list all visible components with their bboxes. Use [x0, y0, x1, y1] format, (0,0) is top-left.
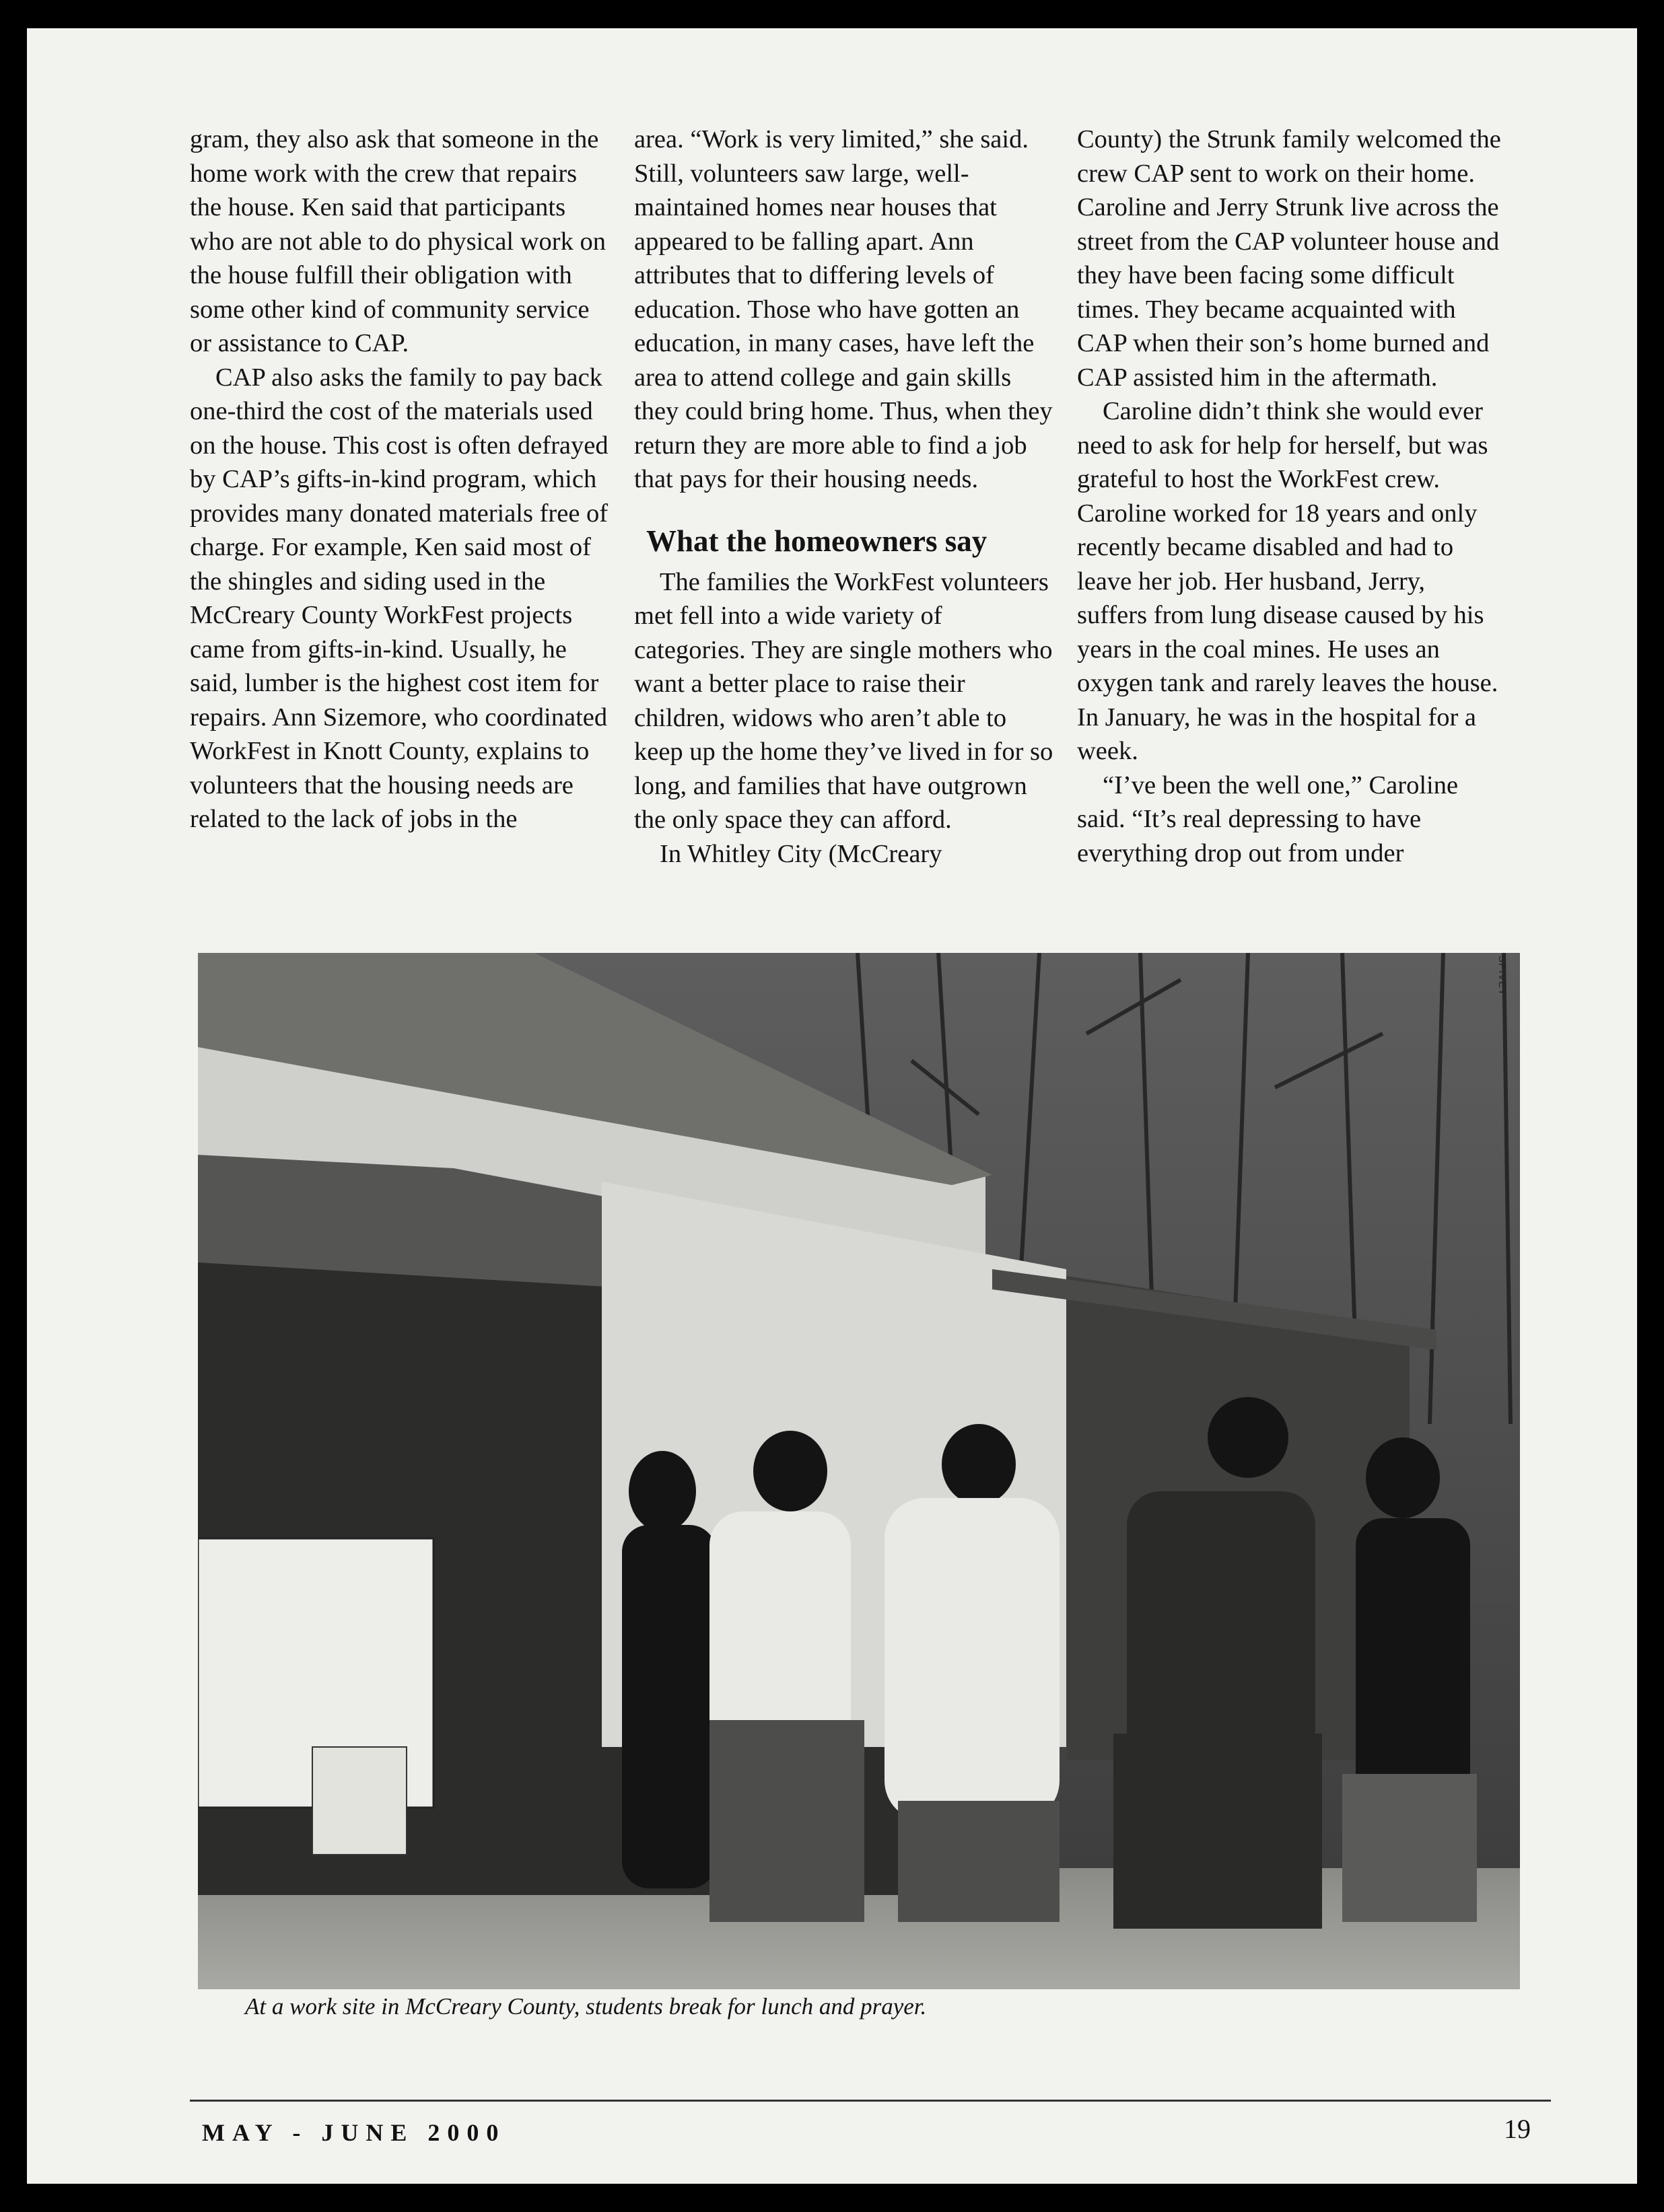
section-heading: What the homeowners say [646, 524, 987, 558]
column-1 [190, 122, 614, 836]
paragraph: area. “Work is very limited,” she said. Still, volunteers saw large, well-maintained homes near houses that appeared to be falling apart. Ann attributes that to differing levels of education. Those who have gotten an education, in many cases, have left the area to attend college and gain skills they could bring home. Thus, when they return they are more able to find a job that pays for their housing needs. [634, 125, 1053, 493]
paragraph: “I’ve been the well one,” Caroline said. “It’s real depressing to have everything drop out from under [1077, 771, 1459, 867]
paragraph: In Whitley City (McCreary [660, 839, 942, 868]
page-number: 19 [1504, 2114, 1531, 2144]
work-site-photo [198, 953, 1520, 1989]
issue-date: MAY - JUNE 2000 [202, 2119, 506, 2146]
paragraph: County) the Strunk family welcomed the crew CAP sent to work on their home. Caroline and Jerry Strunk live across the street from the CAP volunteer house and they have been facing some difficult times. They became acquainted with CAP when their son’s home burned and CAP assisted him in the aftermath. [1077, 125, 1501, 392]
photo-caption: At a work site in McCreary County, students break for lunch and prayer. [245, 1993, 927, 2020]
paragraph: Caroline didn’t think she would ever need to ask for help for herself, but was grateful to host the WorkFest crew. Caroline worked for 18 years and only recently became disabled and had to leave her job. Her husband, Jerry, suffers from lung disease caused by his years in the coal mines. He uses an oxygen tank and rarely leaves the house. In January, he was in the hospital for a week. [1077, 397, 1498, 765]
column-2 [634, 122, 1058, 871]
paragraph: CAP also asks the family to pay back one-third the cost of the materials used on the house. This cost is often defrayed by CAP’s gifts-in-kind program, which provides many donated materials free of charge. For example, Ken said most of the shingles and siding used in the McCreary County WorkFest projects came from gifts-in-kind. Usually, he said, lumber is the highest cost item for repairs. Ann Sizemore, who coordinated WorkFest in Knott County, explains to volunteers that the housing needs are related to the lack of jobs in the [190, 363, 609, 833]
paragraph: The families the WorkFest volunteers met fell into a wide variety of categories. They are single mothers who want a better place to raise their children, widows who aren’t able to keep up the home they’ve lived in for so long, and families that have outgrown the only space they can afford. [634, 567, 1053, 834]
footer-rule [190, 2100, 1551, 2102]
photo-credit: SPIVEY [1496, 956, 1508, 997]
paragraph: gram, they also ask that someone in the home work with the crew that repairs the house. Ken said that participants who are not able to do physical work on the house fulfill their obligation with some other kind of community service or assistance to CAP. [190, 125, 606, 357]
column-3 [1077, 122, 1501, 870]
